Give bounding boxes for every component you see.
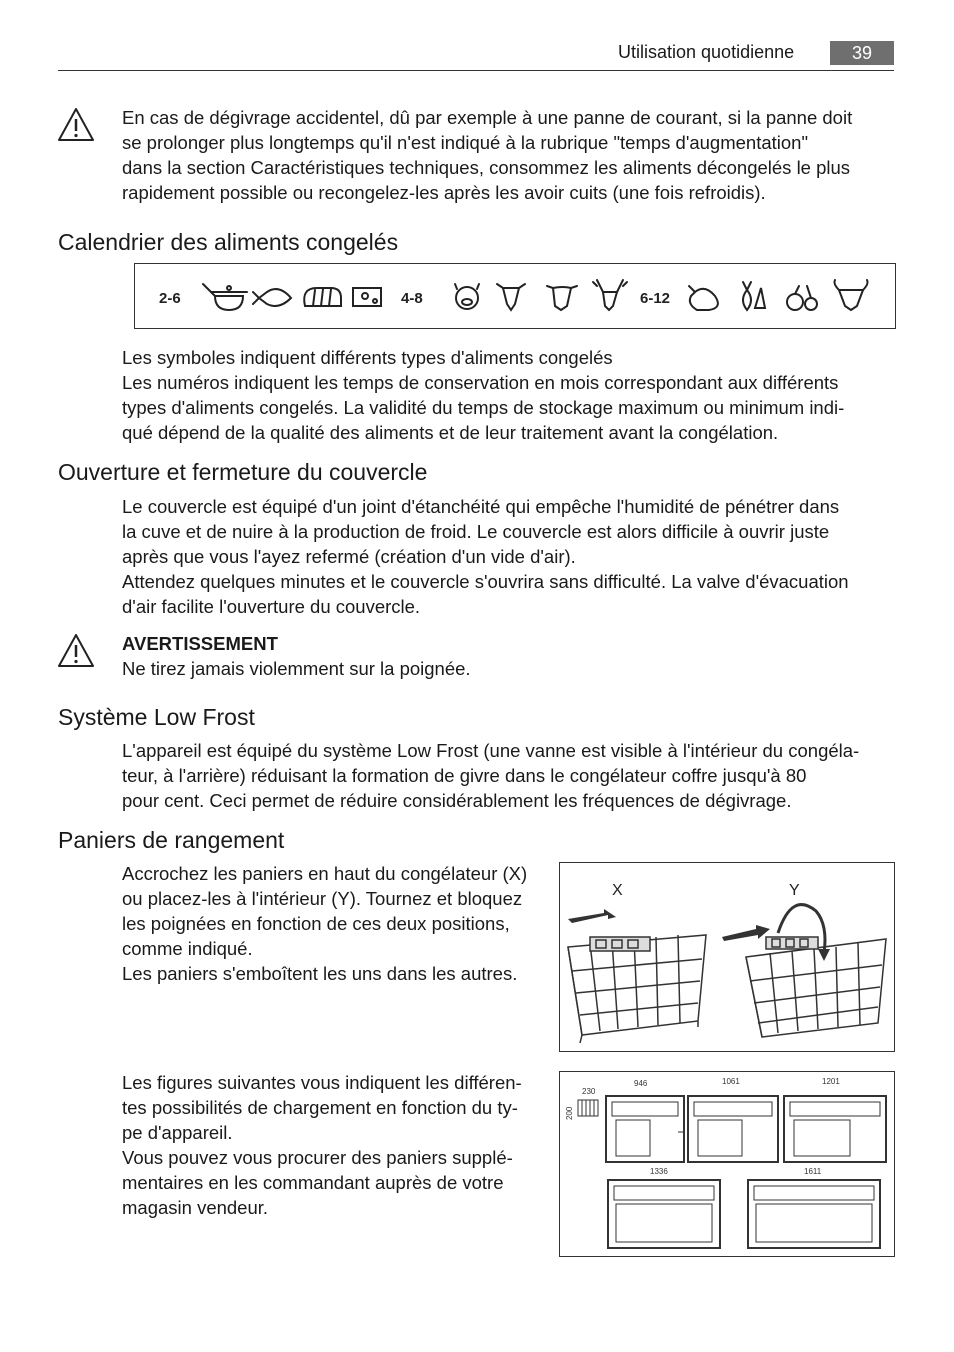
loading-configurations-figure: [559, 1071, 895, 1257]
fish-icon: [253, 289, 291, 306]
page-number: 39: [830, 41, 894, 65]
text-line: qué dépend de la qualité des aliments et de leur traitement avant la congélation.: [122, 422, 779, 443]
text-line: Le couvercle est équipé d'un joint d'étanchéité qui empêche l'humidité de pénétrer dans: [122, 496, 840, 517]
text-line: après que vous l'ayez refermé (création d'un vide d'air).: [122, 546, 576, 567]
deer-icon: [593, 280, 627, 310]
freezer-layout: [608, 1180, 720, 1248]
cheese-icon: [353, 288, 381, 306]
section-heading-lowfrost: Système Low Frost: [58, 704, 255, 730]
text-line: Les paniers s'emboîtent les uns dans les autres.: [122, 963, 518, 984]
frozen-food-calendar: [134, 263, 896, 329]
pot-icon: [203, 284, 247, 310]
text-line: Attendez quelques minutes et le couvercle s'ouvrira sans difficulté. La valve d'évacuation: [122, 571, 849, 592]
calendar-description: [122, 345, 902, 445]
freezer-layout: [606, 1096, 684, 1162]
warning-text: [122, 105, 902, 205]
period-label: 2-6: [159, 290, 181, 307]
sheep-icon: [547, 286, 577, 310]
text-line: Les numéros indiquent les temps de conservation en mois correspondant aux différents: [122, 372, 839, 393]
baskets-description: [122, 861, 552, 986]
text-line: tes possibilités de chargement en fonction du ty-: [122, 1097, 518, 1118]
section-heading-calendar: Calendrier des aliments congelés: [58, 229, 399, 255]
text-line: comme indiqué.: [122, 938, 253, 959]
goat-icon: [497, 284, 525, 310]
text-line: dans la section Caractéristiques techniques, consommez les aliments décongelés le plus: [122, 157, 851, 178]
lowfrost-description: [122, 738, 902, 813]
position-label-y: Y: [789, 882, 800, 899]
warning-icon: [56, 106, 96, 144]
dimension-label: 946: [634, 1079, 648, 1088]
text-line: rapidement possible ou recongelez-les après les avoir cuits (une fois refroidis).: [122, 182, 766, 203]
warning-text: Ne tirez jamais violemment sur la poignée.: [122, 658, 471, 679]
text-line: se prolonger plus longtemps qu'il n'est indiqué à la rubrique "temps d'augmentation": [122, 132, 809, 153]
basket-x-drawing: [568, 935, 706, 1043]
warning-icon: [56, 632, 96, 670]
text-line: Les figures suivantes vous indiquent les différen-: [122, 1072, 522, 1093]
text-line: types d'aliments congelés. La validité du temps de stockage maximum ou minimum indi-: [122, 397, 845, 418]
text-line: magasin vendeur.: [122, 1197, 269, 1218]
dimension-label: 1336: [650, 1167, 668, 1176]
arrow-icon: [722, 925, 770, 941]
text-line: pour cent. Ceci permet de réduire considérablement les fréquences de dégivrage.: [122, 790, 792, 811]
text-line: Vous pouvez vous procurer des paniers supplé-: [122, 1147, 513, 1168]
text-line: les poignées en fonction de ces deux positions,: [122, 913, 510, 934]
period-label: 4-8: [401, 290, 423, 307]
dimension-label: 1611: [804, 1167, 822, 1176]
loading-description: [122, 1070, 552, 1220]
warning-title: AVERTISSEMENT: [122, 633, 278, 654]
running-header: Utilisation quotidienne: [618, 42, 795, 62]
lid-description: [122, 494, 902, 619]
text-line: mentaires en les commandant auprès de votre: [122, 1172, 504, 1193]
basket-y-drawing: [746, 937, 886, 1037]
section-heading-lid: Ouverture et fermeture du couvercle: [58, 459, 428, 485]
bread-icon: [304, 288, 341, 306]
text-line: la cuve et de nuire à la production de froid. Le couvercle est alors difficile à ouvrir juste: [122, 521, 830, 542]
text-line: En cas de dégivrage accidentel, dû par exemple à une panne de courant, si la panne doit: [122, 107, 853, 128]
basket-position-figure: [559, 862, 895, 1052]
freezer-layout: [784, 1096, 886, 1162]
dimension-label: 200: [565, 1106, 574, 1120]
chicken-icon: [689, 286, 718, 310]
single-basket-drawing: [578, 1100, 598, 1116]
arrow-icon: [568, 909, 616, 923]
freezer-layout: [688, 1096, 778, 1162]
cow-icon: [835, 280, 868, 310]
vegetables-icon: [743, 282, 765, 310]
header-rule: [58, 70, 894, 71]
dimension-label: 1201: [822, 1077, 840, 1086]
dimension-label: 1061: [722, 1077, 740, 1086]
pig-icon: [455, 284, 479, 309]
period-label: 6-12: [640, 290, 671, 307]
text-line: d'air facilite l'ouverture du couvercle.: [122, 596, 421, 617]
warning-note: [122, 631, 822, 681]
position-label-x: X: [612, 882, 623, 899]
text-line: ou placez-les à l'intérieur (Y). Tournez et bloquez: [122, 888, 523, 909]
section-heading-baskets: Paniers de rangement: [58, 827, 285, 853]
text-line: L'appareil est équipé du système Low Frost (une vanne est visible à l'intérieur du congéla-: [122, 740, 860, 761]
freezer-layout: [748, 1180, 880, 1248]
text-line: Accrochez les paniers en haut du congélateur (X): [122, 863, 528, 884]
dimension-label: 230: [582, 1087, 596, 1096]
text-line: pe d'appareil.: [122, 1122, 233, 1143]
text-line: teur, à l'arrière) réduisant la formation de givre dans le congélateur coffre jusqu'à 80: [122, 765, 807, 786]
text-line: Les symboles indiquent différents types d'aliments congelés: [122, 347, 613, 368]
fruit-icon: [787, 286, 817, 310]
